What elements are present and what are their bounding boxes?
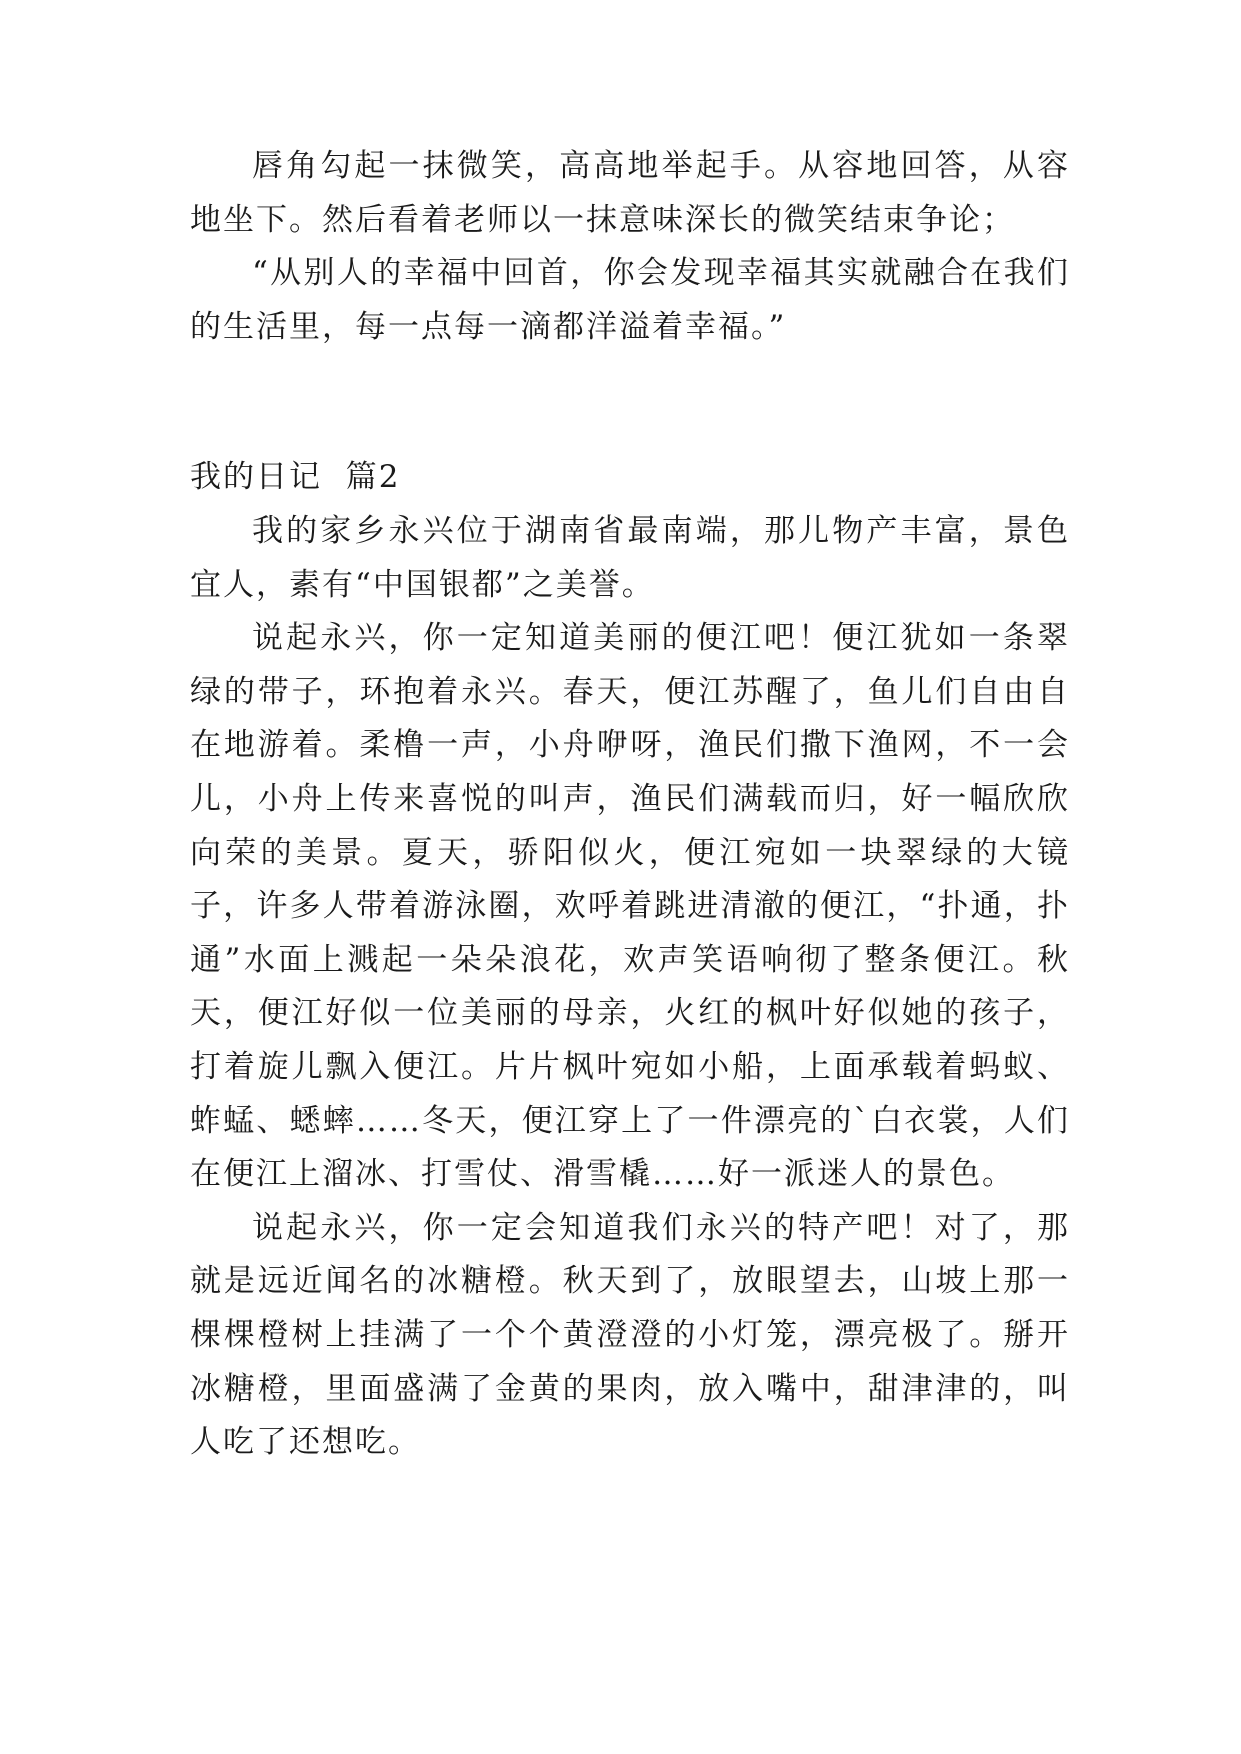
paragraph: 说起永兴，你一定知道美丽的便江吧！便江犹如一条翠绿的带子，环抱着永兴。春天，便江苏醒了，鱼儿们自由自在地游着。柔橹一声，小舟咿呀，渔民们撒下渔网，不一会儿，小舟上传来喜悦的叫声，渔民们满载而归，好一幅欣欣向荣的美景。夏天，骄阳似火，便江宛如一块翠绿的大镜子，许多人带着游泳圈，欢呼着跳进清澈的便江，“扑通，扑通”水面上溅起一朵朵浪花，欢声笑语响彻了整条便江。秋天，便江好似一位美丽的母亲，火红的枫叶好似她的孩子，打着旋儿飘入便江。片片枫叶宛如小船，上面承载着蚂蚁、蚱蜢、蟋蟀……冬天，便江穿上了一件漂亮的`白衣裳，人们在便江上溜冰、打雪仗、滑雪橇……好一派迷人的景色。 [190,620,1070,1193]
section-body [190,505,1070,1470]
quote-paragraph: “从别人的幸福中回首，你会发现幸福其实就融合在我们的生活里，每一点每一滴都洋溢着幸福。” [190,255,1070,345]
paragraph: 唇角勾起一抹微笑，高高地举起手。从容地回答，从容地坐下。然后看着老师以一抹意味深长的微笑结束争论； [190,148,1070,238]
section-title: 我的日记 篇2 [190,459,401,495]
intro-text [190,140,1070,354]
paragraph: 说起永兴，你一定会知道我们永兴的特产吧！对了，那就是远近闻名的冰糖橙。秋天到了，放眼望去，山坡上那一棵棵橙树上挂满了一个个黄澄澄的小灯笼，漂亮极了。掰开冰糖橙，里面盛满了金黄的果肉，放入嘴中，甜津津的，叫人吃了还想吃。 [190,1209,1070,1461]
paragraph: 我的家乡永兴位于湖南省最南端，那儿物产丰富，景色宜人，素有“中国银都”之美誉。 [190,513,1070,603]
